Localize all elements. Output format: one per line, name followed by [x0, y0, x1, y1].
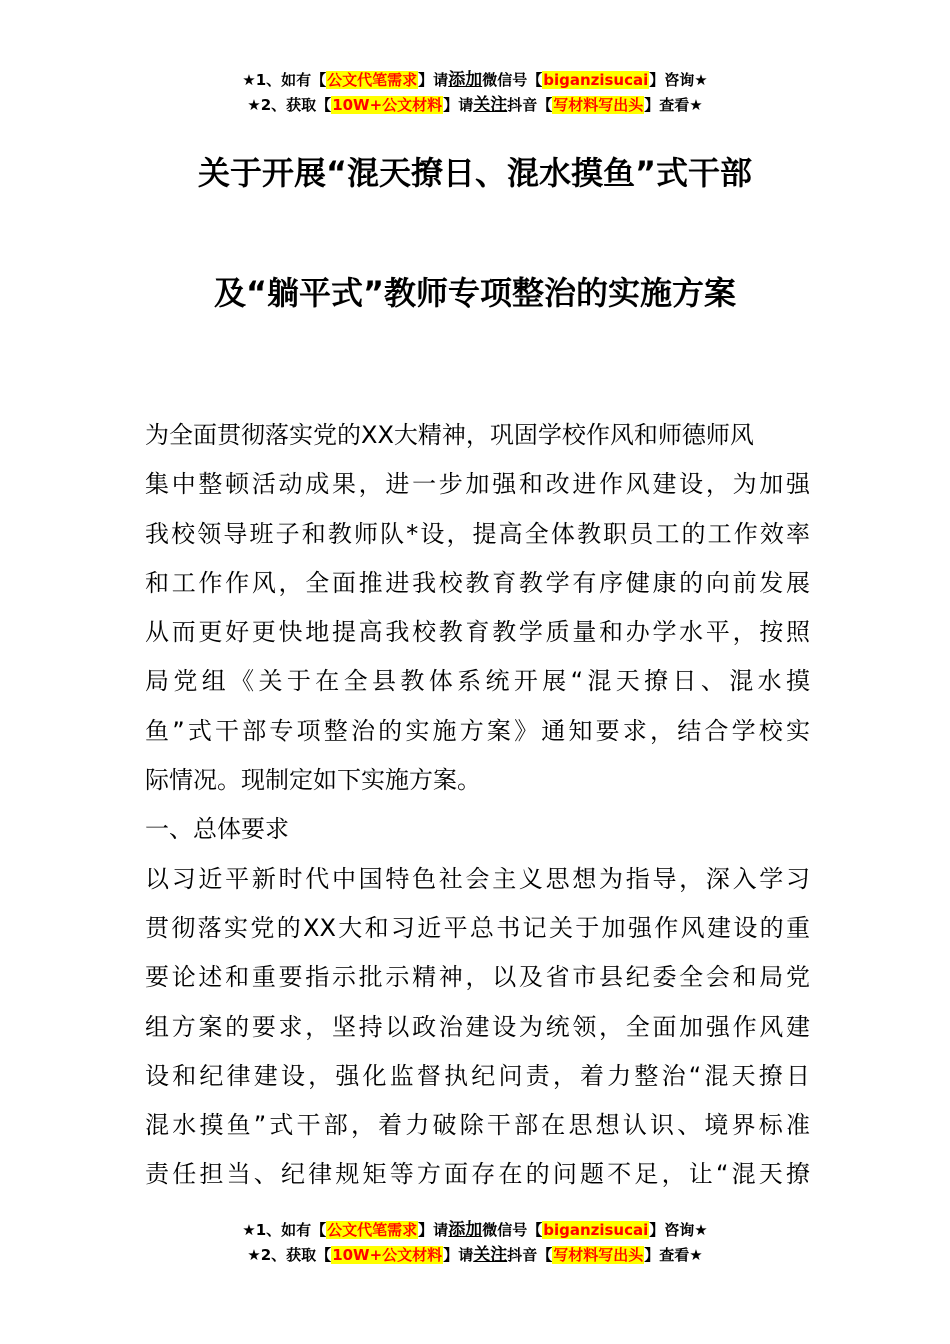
banner-text: 】查看★: [644, 1246, 703, 1264]
banner-line-1: [0, 1218, 950, 1243]
body-line: 鱼”式干部专项整治的实施方案》通知要求，结合学校实: [145, 716, 810, 745]
banner-text: ★2、获取【: [247, 96, 332, 114]
body-line: 和工作作风，全面推进我校教育教学有序健康的向前发展: [145, 568, 810, 597]
banner-emphasis: 关注: [473, 95, 508, 115]
banner-text: 】请: [418, 71, 449, 89]
body-line: 组方案的要求，坚持以政治建设为统领，全面加强作风建: [145, 1012, 810, 1041]
banner-text: 】咨询★: [649, 71, 708, 89]
body-line: 要论述和重要指示批示精神，以及省市县纪委全会和局党: [145, 963, 810, 992]
banner-line-1: [0, 68, 950, 93]
banner-text: 】请: [443, 1246, 474, 1264]
body-line: 际情况。现制定如下实施方案。: [145, 766, 481, 795]
document-title-line-2: 及“躺平式”教师专项整治的实施方案: [213, 274, 737, 312]
body-line: 贯彻落实党的XX大和习近平总书记关于加强作风建设的重: [145, 913, 810, 942]
banner-highlight-douyin: 写材料写出头: [553, 96, 644, 114]
banner-text: 抖音【: [507, 1246, 553, 1264]
banner-line-2: [0, 1243, 950, 1268]
body-line: 责任担当、纪律规矩等方面存在的问题不足，让“混天撩: [145, 1160, 810, 1189]
body-line: 我校领导班子和教师队*设，提高全体教职员工的工作效率: [145, 519, 810, 548]
bottom-banner: [0, 1218, 950, 1268]
banner-text: ★1、如有【: [242, 1221, 327, 1239]
banner-highlight-service: 公文代笔需求: [327, 1221, 418, 1239]
body-line: 为全面贯彻落实党的XX大精神，巩固学校作风和师德师风: [145, 421, 754, 449]
banner-text: ★1、如有【: [242, 71, 327, 89]
banner-text: 】查看★: [644, 96, 703, 114]
banner-text: 】请: [418, 1221, 449, 1239]
body-line: 设和纪律建设，强化监督执纪问责，着力整治“混天撩日: [145, 1061, 810, 1090]
banner-text: 】咨询★: [649, 1221, 708, 1239]
body-line: 以习近平新时代中国特色社会主义思想为指导，深入学习: [145, 864, 810, 893]
banner-highlight-materials: 10W+公文材料: [332, 96, 443, 114]
banner-emphasis: 关注: [473, 1245, 508, 1265]
banner-highlight-douyin: 写材料写出头: [553, 1246, 644, 1264]
banner-text: 微信号【: [482, 1221, 543, 1239]
body-line: 混水摸鱼”式干部，着力破除干部在思想认识、境界标准: [145, 1111, 810, 1140]
section-heading: 一、总体要求: [145, 815, 289, 844]
banner-emphasis: 添加: [448, 1220, 483, 1240]
banner-text: 微信号【: [482, 71, 543, 89]
top-banner: [0, 68, 950, 118]
body-line: 从而更好更快地提高我校教育教学质量和办学水平，按照: [145, 618, 810, 647]
banner-text: ★2、获取【: [247, 1246, 332, 1264]
banner-text: 】请: [443, 96, 474, 114]
document-title-line-1: 关于开展“混天撩日、混水摸鱼”式干部: [197, 154, 753, 192]
banner-highlight-wechat: biganzisucai: [543, 1221, 649, 1239]
banner-highlight-materials: 10W+公文材料: [332, 1246, 443, 1264]
document-body: [145, 411, 810, 1200]
banner-line-2: [0, 93, 950, 118]
banner-text: 抖音【: [507, 96, 553, 114]
body-line: 局党组《关于在全县教体系统开展“混天撩日、混水摸: [145, 667, 810, 696]
banner-highlight-wechat: biganzisucai: [543, 71, 649, 89]
body-line: 集中整顿活动成果，进一步加强和改进作风建设，为加强: [145, 470, 810, 499]
banner-highlight-service: 公文代笔需求: [327, 71, 418, 89]
banner-emphasis: 添加: [448, 70, 483, 90]
